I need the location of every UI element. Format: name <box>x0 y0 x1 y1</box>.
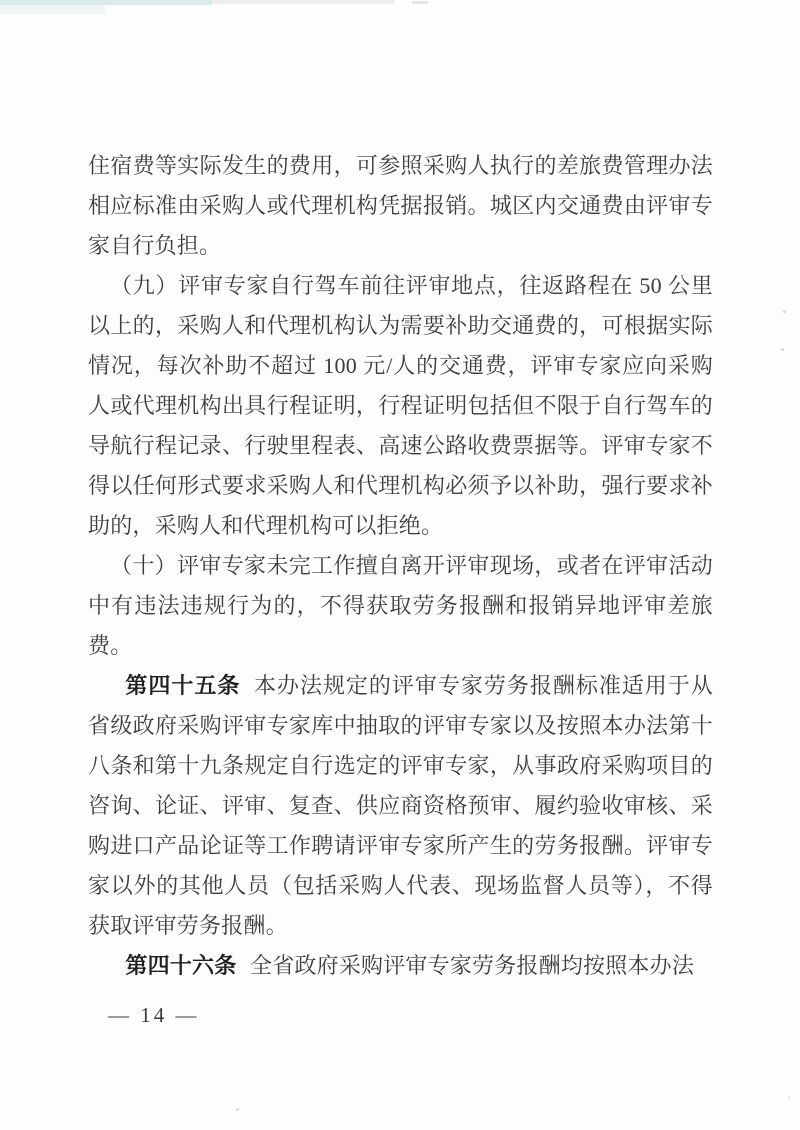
scan-speck-artifact <box>236 1108 239 1111</box>
scan-dash-artifact <box>412 1 428 4</box>
scan-speck-artifact <box>783 310 786 313</box>
paragraph <box>88 266 713 546</box>
article-number: 第四十五条 <box>125 673 241 698</box>
paragraph-text: 全省政府采购评审专家劳务报酬均按照本办法 <box>250 953 695 978</box>
paragraph-text: 本办法规定的评审专家劳务报酬标准适用于从省级政府采购评审专家库中抽取的评审专家以及按照本办法第十八条和第十九条规定自行选定的评审专家，从事政府采购项目的咨询、论证、评审、复查、供应商资格预审、履约验收审核、采购进口产品论证等工作聘请评审专家所产生的劳务报酬。评审专家以外的其他人员（包括采购人代表、现场监督人员等），不得获取评审劳务报酬。 <box>88 673 713 938</box>
scan-smudge-artifact <box>0 5 105 14</box>
paragraph-text: 住宿费等实际发生的费用，可参照采购人执行的差旅费管理办法相应标准由采购人或代理机构凭据报销。城区内交通费由评审专家自行负担。 <box>88 153 713 258</box>
paragraph-text: （九）评审专家自行驾车前往评审地点，往返路程在 50 公里以上的，采购人和代理机构认为需要补助交通费的，可根据实际情况，每次补助不超过 100 元/人的交通费，评审专家应向采购人或代理机构出具行程证明，行程证明包括但不限于自行驾车的导航行程记录、行驶里程表、高速公路收费票据等。评审专家不得以任何形式要求采购人和代理机构必须予以补助，强行要求补助的，采购人和代理机构可以拒绝。 <box>88 273 713 538</box>
scan-streak-artifact <box>212 0 395 4</box>
scan-speck-artifact <box>781 348 784 351</box>
page-number: — 14 — <box>108 1003 200 1027</box>
article-number: 第四十六条 <box>125 953 237 978</box>
paragraph-text: （十）评审专家未完工作擅自离开评审现场，或者在评审活动中有违法违规行为的，不得获取劳务报酬和报销异地评审差旅费。 <box>88 553 713 658</box>
scan-streak-artifact <box>0 0 212 5</box>
document-body <box>88 146 713 986</box>
article-paragraph <box>88 946 713 986</box>
paragraph <box>88 546 713 666</box>
paragraph <box>88 146 713 266</box>
article-paragraph <box>88 666 713 946</box>
scan-speck-artifact <box>788 1096 791 1099</box>
